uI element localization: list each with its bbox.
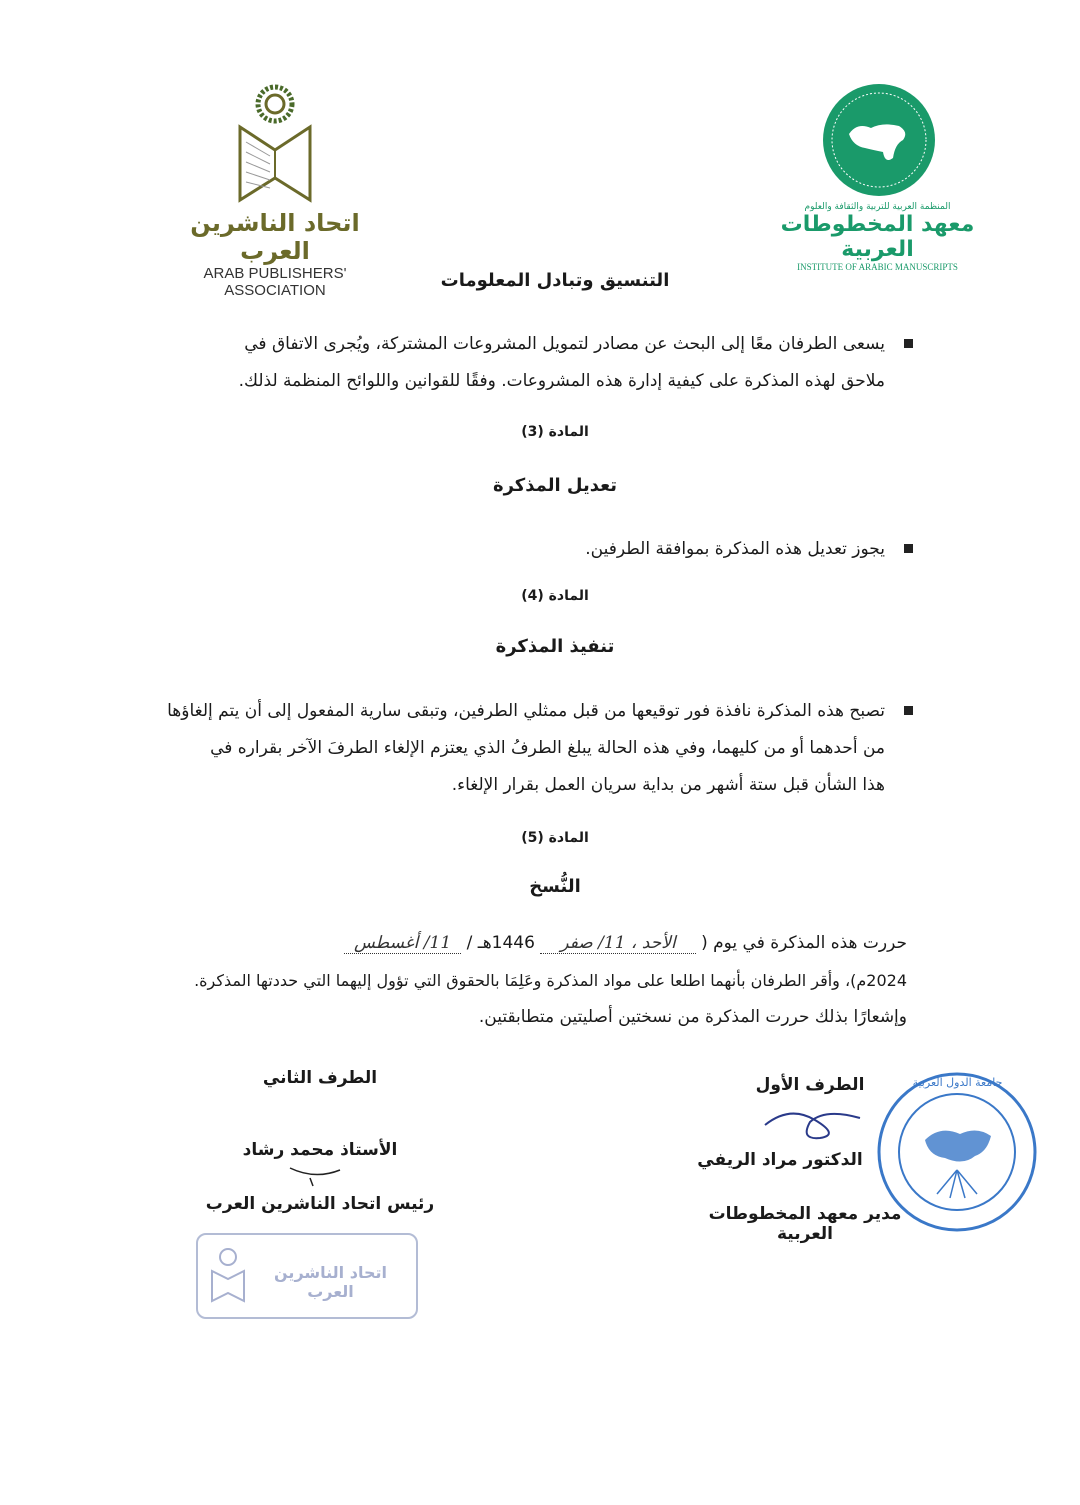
book-wreath-icon bbox=[160, 82, 390, 207]
second-party-title: رئيس اتحاد الناشرين العرب bbox=[205, 1194, 435, 1214]
parent-organization-name: المنظمة العربية للتربية والثقافة والعلوم bbox=[804, 202, 951, 212]
article-4-title: تنفيذ المذكرة bbox=[495, 636, 615, 657]
institute-arabic-manuscripts-logo bbox=[775, 78, 980, 273]
stamp-book-icon bbox=[208, 1247, 248, 1305]
paragraph-line: يجوز تعديل هذه المذكرة بموافقة الطرفين. bbox=[585, 539, 885, 559]
article-4-number: المادة (4) bbox=[521, 588, 589, 604]
bullet-marker bbox=[904, 544, 913, 553]
article-5-number: المادة (5) bbox=[521, 830, 589, 846]
institute-arabic-name: معهد المخطوطات العربية bbox=[780, 212, 975, 262]
arab-publishers-arabic-name: اتحاد الناشرين العرب bbox=[190, 209, 360, 265]
article-4-paragraph bbox=[165, 693, 885, 804]
first-party-signature bbox=[760, 1100, 870, 1145]
date-line bbox=[147, 925, 907, 962]
date-line-prefix: حررت هذه المذكرة في يوم ( bbox=[701, 933, 907, 953]
handwritten-gregorian-date: 11/ أغسطس bbox=[344, 933, 461, 954]
paragraph-line: تصبح هذه المذكرة نافذة فور توقيعها من قبل ممثلي الطرفين، وتبقى سارية المفعول إلى أن يتم إلغاؤها bbox=[167, 701, 885, 721]
bullet-marker bbox=[904, 339, 913, 348]
copies-paragraph bbox=[147, 925, 907, 1036]
arab-publishers-logo bbox=[160, 82, 390, 299]
arab-league-stamp bbox=[875, 1070, 1040, 1235]
first-party-name: الدكتور مراد الريفي bbox=[697, 1150, 863, 1170]
second-party-label: الطرف الثاني bbox=[262, 1068, 378, 1088]
funding-paragraph bbox=[225, 326, 885, 400]
paragraph-line: يسعى الطرفان معًا إلى البحث عن مصادر لتمويل المشروعات المشتركة، ويُجرى الاتفاق في bbox=[244, 334, 885, 354]
second-party-name: الأستاذ محمد رشاد bbox=[242, 1140, 398, 1160]
handwritten-hijri-date: الأحد ، 11/ صفر bbox=[540, 933, 695, 954]
stamp-text: جامعة الدول العربية bbox=[912, 1076, 1003, 1089]
first-party-title: مدير معهد المخطوطات العربية bbox=[708, 1204, 902, 1244]
first-party-label: الطرف الأول bbox=[755, 1075, 865, 1095]
hijri-year: 1446هـ / bbox=[466, 933, 535, 953]
paragraph-line: هذا الشأن قبل ستة أشهر من بداية سريان العمل بقرار الإلغاء. bbox=[451, 775, 885, 795]
institute-english-name: INSTITUTE OF ARABIC MANUSCRIPTS bbox=[797, 262, 958, 272]
paragraph-line: من أحدهما أو من كليهما، وفي هذه الحالة يبلغ الطرفُ الذي يعتزم الإلغاء الطرفَ الآخر بقراره في bbox=[210, 738, 885, 758]
section-title: التنسيق وتبادل المعلومات bbox=[440, 270, 670, 291]
stamp-text: اتحاد الناشرين العرب bbox=[274, 1263, 387, 1301]
stamp-seal-icon bbox=[875, 1070, 1040, 1235]
publishers-association-stamp bbox=[196, 1233, 418, 1319]
bullet-marker bbox=[904, 706, 913, 715]
paragraph-line: 2024م)، وأقر الطرفان بأنهما اطلعا على مواد المذكرة وعَلِمَا بالحقوق التي تؤول إليهما التي حددتها المذكرة. bbox=[194, 971, 907, 990]
article-3-number: المادة (3) bbox=[521, 424, 589, 440]
article-5-title: النُّسخ bbox=[529, 876, 581, 897]
paragraph-line: ملاحق لهذه المذكرة على كيفية إدارة هذه المشروعات. وفقًا للقوانين واللوائح المنظمة لذلك. bbox=[238, 371, 885, 391]
article-3-paragraph bbox=[225, 531, 885, 568]
arab-publishers-english-name: ARAB PUBLISHERS' ASSOCIATION bbox=[203, 265, 347, 299]
paragraph-line: وإشعارًا بذلك حررت المذكرة من نسختين أصليتين متطابقتين. bbox=[478, 1007, 907, 1027]
article-3-title: تعديل المذكرة bbox=[492, 475, 618, 496]
arab-world-map-seal-icon bbox=[775, 78, 980, 198]
second-party-signature bbox=[285, 1160, 345, 1190]
